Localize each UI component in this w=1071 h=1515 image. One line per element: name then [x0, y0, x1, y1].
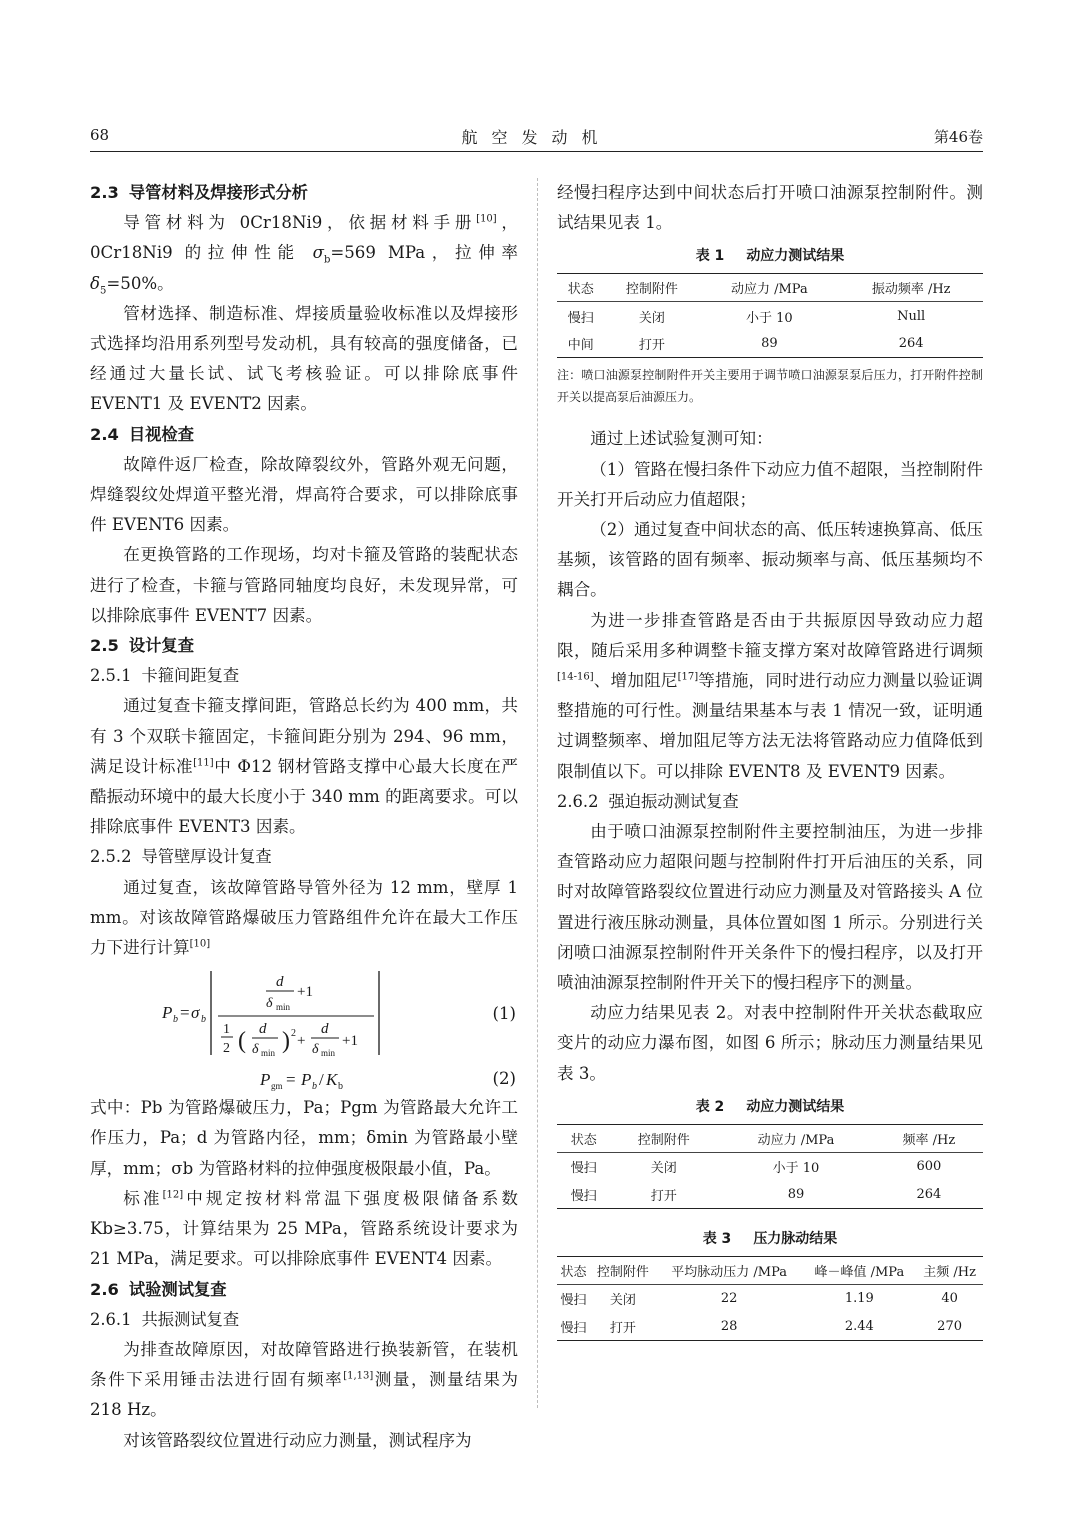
citation: [10] [476, 213, 497, 225]
svg-text:σ: σ [191, 1003, 200, 1023]
paragraph-continued: 经慢扫程序达到中间状态后打开喷口油源泵控制附件。测试结果见表 1。 [557, 183, 983, 233]
table-cell: 慢扫 [567, 310, 594, 326]
left-column [90, 178, 518, 1456]
table-1-caption: 表 1 动应力测试结果 [695, 248, 845, 265]
citation: [1,13] [343, 1370, 374, 1382]
table-1-note: 注：喷口油源泵控制附件开关主要用于调节喷口油源泵泵后压力，打开附件控制开关以提高泵后油源压力。 [557, 368, 983, 405]
svg-text:min: min [321, 1048, 336, 1059]
section-heading-2-6: 2.6 试验测试复查 [90, 1279, 227, 1299]
table-3 [557, 1256, 983, 1341]
table-cell: 264 [875, 1180, 983, 1208]
citation: [17] [677, 671, 699, 683]
svg-text:=: = [286, 1070, 296, 1090]
table-cell: 关闭 [638, 310, 665, 326]
table-2-caption: 表 2 动应力测试结果 [695, 1098, 845, 1115]
table-cell: 22 [720, 1291, 738, 1307]
section-heading-2-5-1: 2.5.1 卡箍间距复查 [90, 666, 240, 686]
table-cell: 中间 [557, 330, 604, 358]
svg-text:gm: gm [271, 1081, 283, 1092]
table-cell: 打开 [604, 330, 699, 358]
table-cell: 264 [839, 330, 983, 358]
svg-text:P: P [260, 1070, 271, 1090]
table-header: 动应力 /MPa [717, 1124, 875, 1152]
svg-text:d: d [276, 974, 284, 991]
equation-2-formula [90, 1065, 518, 1093]
table-row [557, 330, 983, 358]
table-header: 动应力 /MPa [699, 274, 839, 302]
table-row [557, 1152, 983, 1180]
table-header: 控制附件 [610, 1124, 717, 1152]
table-cell: 270 [916, 1312, 983, 1340]
table-row [557, 1312, 983, 1340]
column-divider [537, 178, 538, 1408]
table-cell: 89 [699, 330, 839, 358]
paragraph-dynamic-stress: 对该管路裂纹位置进行动应力测量，测试程序为 [123, 1430, 472, 1450]
page-number: 68 [90, 126, 110, 144]
table-cell: 慢扫 [560, 1293, 587, 1309]
table-cell: 2.44 [802, 1312, 916, 1340]
section-heading-2-5: 2.5 设计复查 [90, 636, 194, 656]
table-header: 状态 [557, 274, 604, 302]
running-header [90, 124, 983, 152]
svg-text:d: d [259, 1021, 267, 1038]
paragraph-inspection: 故障件返厂检查，除故障裂纹外，管路外观无问题，焊缝裂纹处焊道平整光滑，焊高符合要求，可以排除底事件 EVENT6 因素。 [90, 454, 518, 535]
paragraph-clamp-spacing: 通过复查卡箍支撑间距，管路总长约为 400 mm，共有 3 个双联卡箍固定，卡箍间距分别为 294、96 mm，满足设计标准[11]中 Φ12 钢材管路支撑中心最大长度在严酷振动环境中的最大长度小于 340 mm 的距离要求。可以排除底事件 EVENT3 因素。 [90, 696, 519, 837]
paragraph-clamp-check: 在更换管路的工作现场，均对卡箍及管路的装配状态进行了检查，卡箍与管路同轴度均良好，未发现异常，可以排除底事件 EVENT7 因素。 [90, 545, 518, 625]
equation-number: (2) [492, 1069, 516, 1089]
table-cell: 慢扫 [570, 1161, 597, 1177]
svg-text:=: = [180, 1003, 190, 1023]
paragraph-material: 导管材料为 0Cr18Ni9，依据材料手册[10]，0Cr18Ni9 的拉伸性能 $\sigma_b=569$ MPa，拉伸率 $\delta_5=50\%$。 [90, 213, 519, 296]
citation: [12] [162, 1189, 184, 1201]
paragraph-finding-1: （1）管路在慢扫条件下动应力值不超限，当控制附件开关打开后动应力值超限； [557, 459, 983, 509]
svg-text:min: min [261, 1048, 276, 1059]
svg-text:b: b [338, 1081, 343, 1093]
svg-text:b: b [312, 1081, 317, 1093]
right-column [557, 178, 983, 1341]
svg-text:min: min [276, 1002, 291, 1013]
equation-1 [90, 967, 518, 1063]
table-row [557, 302, 983, 330]
table-2 [557, 1124, 983, 1209]
svg-text:P: P [301, 1070, 312, 1090]
svg-text:1: 1 [223, 1022, 230, 1038]
table-header: 控制附件 [590, 1256, 656, 1284]
section-heading-2-6-1: 2.6.1 共振测试复查 [90, 1309, 240, 1329]
equation-1-formula [90, 967, 518, 1063]
table-cell: 打开 [610, 1180, 717, 1208]
section-heading-2-3: 2.3 导管材料及焊接形式分析 [90, 183, 308, 202]
table-cell: 慢扫 [557, 1180, 610, 1208]
citation: [14-16] [557, 671, 594, 683]
svg-text:b: b [173, 1014, 178, 1026]
table-cell: 1.19 [844, 1291, 874, 1307]
table-3-caption: 表 3 压力脉动结果 [702, 1230, 838, 1247]
svg-text:+1: +1 [297, 984, 313, 1001]
paragraph-tuning: 为进一步排查管路是否由于共振原因导致动应力超限，随后采用多种调整卡箍支撑方案对故障管路进行调频[14-16]、增加阻尼[17]等措施，同时进行动应力测量以验证调整措施的可行性。测量结果基本与表 1 情况一致，证明通过调整频率、增加阻尼等方法无法将管路动应力值降低到限制值以下。可以排除 EVENT8 及 EVENT9 因素。 [557, 610, 984, 781]
svg-text:(: ( [238, 1028, 246, 1055]
svg-text:/: / [319, 1070, 324, 1090]
table-row [557, 1180, 983, 1208]
section-heading-2-4: 2.4 目视检查 [90, 424, 194, 444]
svg-text:d: d [321, 1021, 329, 1038]
svg-text:2: 2 [291, 1028, 296, 1040]
table-cell: 打开 [590, 1312, 656, 1340]
svg-text:2: 2 [223, 1041, 230, 1057]
table-cell: 40 [941, 1291, 958, 1307]
paragraph-resonance: 为排查故障原因，对故障管路进行换装新管，在装机条件下采用锤击法进行固有频率[1,13]测量，测量结果为 218 Hz。 [90, 1339, 519, 1420]
table-header: 平均脉动压力 /MPa [656, 1256, 803, 1284]
svg-text:δ: δ [252, 1042, 259, 1058]
table-header: 振动频率 /Hz [839, 274, 983, 302]
table-cell: 28 [656, 1312, 803, 1340]
equation-number: (1) [492, 1004, 516, 1024]
table-header: 状态 [557, 1256, 590, 1284]
table-cell: 慢扫 [557, 1312, 590, 1340]
table-cell: 关闭 [650, 1161, 677, 1177]
citation: [11] [193, 757, 214, 769]
paragraph-forced-vibration: 由于喷口油源泵控制附件主要控制油压，为进一步排查管路动应力超限问题与控制附件打开后油压的关系，同时对故障管路裂纹位置进行动应力测量及对管路接头 A 位置进行液压脉动测量，具体位置如图 1 所示。分别进行关闭喷口油源泵控制附件开关条件下的慢扫程序，以及打开喷油油源泵控制附件开关下的慢扫程序下的测量。 [557, 822, 983, 993]
table-cell: 600 [916, 1159, 942, 1175]
svg-text:δ: δ [266, 996, 273, 1012]
svg-text:+1: +1 [342, 1033, 358, 1050]
table-header: 峰－峰值 /MPa [802, 1256, 916, 1284]
table-header: 主频 /Hz [916, 1256, 983, 1284]
section-heading-2-6-2: 2.6.2 强迫振动测试复查 [557, 791, 739, 811]
table-cell: 关闭 [609, 1293, 636, 1309]
table-header: 控制附件 [604, 274, 699, 302]
table-cell: 小于 10 [746, 310, 793, 326]
citation: [10] [189, 938, 211, 950]
svg-text:): ) [282, 1028, 290, 1055]
table-cell: 89 [717, 1180, 875, 1208]
table-cell: 小于 10 [772, 1161, 820, 1177]
paragraph-standard: 标准[12]中规定按材料常温下强度极限储备系数 Kb≥3.75，计算结果为 25 MPa，管路系统设计要求为 21 MPa，满足要求。可以排除底事件 EVENT4 因素。 [90, 1188, 519, 1269]
paragraph-weld: 管材选择、制造标准、焊接质量验收标准以及焊接形式选择均沿用系列型号发动机，具有较高的强度储备，已经通过大量长试、试飞考核验证。可以排除底事件 EVENT1 及 EVENT2 因素。 [90, 303, 518, 414]
paragraph-where: 式中：Pb 为管路爆破压力，Pa；Pgm 为管路最大允许工作压力，Pa；d 为管路内径，mm；δmin 为管路最小壁厚，mm；σb 为管路材料的拉伸强度极限最小值，Pa。 [90, 1098, 518, 1178]
svg-text:P: P [162, 1003, 173, 1023]
section-heading-2-5-2: 2.5.2 导管壁厚设计复查 [90, 847, 272, 867]
table-row [557, 1284, 983, 1312]
paragraph-results-ref: 动应力结果见表 2。对表中控制附件开关状态截取应变片的动应力瀑布图，如图 6 所示；脉动压力测量结果见表 3。 [557, 1003, 983, 1083]
paragraph-summary: 通过上述试验复测可知： [590, 429, 773, 449]
svg-text:K: K [326, 1070, 338, 1090]
svg-text:b: b [201, 1014, 206, 1026]
volume-label: 第46卷 [933, 128, 983, 146]
paragraph-finding-2: （2）通过复查中间状态的高、低压转速换算高、低压基频，该管路的固有频率、振动频率与高、低压基频均不耦合。 [557, 520, 983, 600]
journal-title: 航空发动机 [461, 128, 612, 147]
svg-text:δ: δ [312, 1042, 319, 1058]
table-cell: Null [897, 308, 926, 324]
table-1 [557, 273, 983, 358]
paragraph-wall-thickness: 通过复查，该故障管路导管外径为 12 mm，壁厚 1 mm。对该故障管路爆破压力管路组件允许在最大工作压力下进行计算[10] [90, 877, 518, 958]
equation-2 [90, 1065, 518, 1093]
svg-text:+: + [297, 1033, 306, 1050]
table-header: 状态 [557, 1124, 610, 1152]
table-header: 频率 /Hz [875, 1124, 983, 1152]
